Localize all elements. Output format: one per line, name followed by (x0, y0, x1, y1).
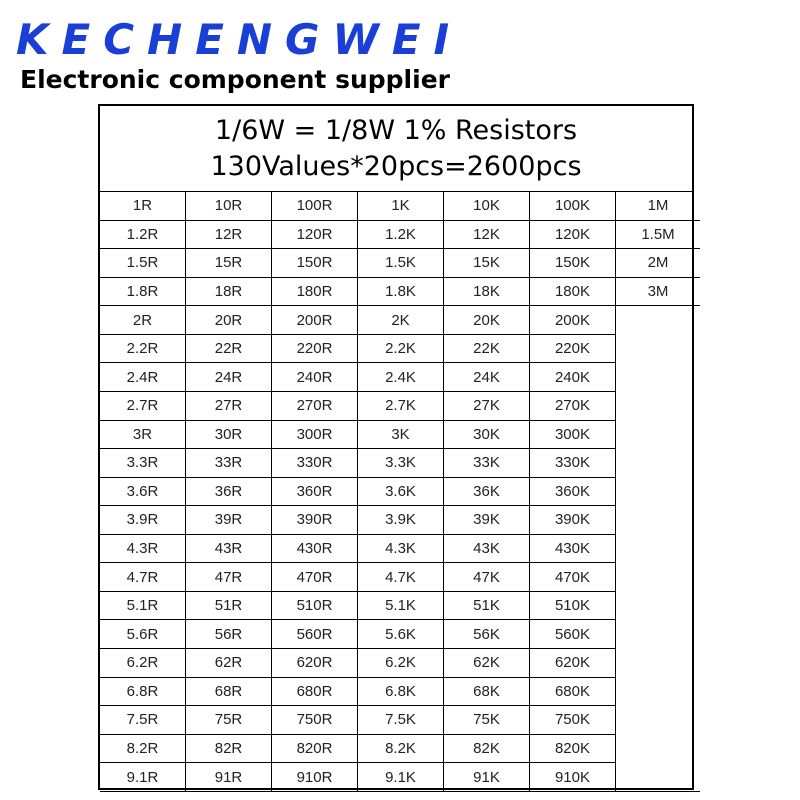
resistor-value-cell (616, 763, 700, 792)
resistor-value-cell: 22K (444, 335, 530, 364)
resistor-value-cell: 10K (444, 192, 530, 221)
resistor-value-cell: 2R (100, 306, 186, 335)
resistor-value-cell: 2.4K (358, 363, 444, 392)
resistor-value-cell: 30R (186, 421, 272, 450)
resistor-value-cell: 1R (100, 192, 186, 221)
brand-tagline: Electronic component supplier (20, 65, 450, 94)
resistor-value-cell: 1.8K (358, 278, 444, 307)
resistor-value-cell: 1.5M (616, 221, 700, 250)
resistor-value-cell: 68R (186, 678, 272, 707)
resistor-value-cell: 820K (530, 735, 616, 764)
resistor-value-cell: 4.7K (358, 563, 444, 592)
resistor-value-cell: 680R (272, 678, 358, 707)
resistor-value-cell: 9.1R (100, 763, 186, 792)
resistor-value-cell (616, 563, 700, 592)
resistor-value-cell: 10R (186, 192, 272, 221)
resistor-value-cell: 220R (272, 335, 358, 364)
resistor-value-cell (616, 706, 700, 735)
sheet-subtitle: 130Values*20pcs=2600pcs (210, 150, 582, 182)
resistor-value-cell: 62K (444, 649, 530, 678)
resistor-value-cell: 24K (444, 363, 530, 392)
resistor-value-cell: 390R (272, 506, 358, 535)
resistor-value-cell: 18K (444, 278, 530, 307)
resistor-value-cell: 15K (444, 249, 530, 278)
resistor-value-cell: 5.1K (358, 592, 444, 621)
resistor-value-cell: 4.3K (358, 535, 444, 564)
resistor-value-cell: 300K (530, 421, 616, 450)
resistor-value-cell: 750K (530, 706, 616, 735)
resistor-value-cell: 33K (444, 449, 530, 478)
resistor-value-cell: 20K (444, 306, 530, 335)
resistor-value-cell: 220K (530, 335, 616, 364)
resistor-value-cell: 270K (530, 392, 616, 421)
resistor-value-cell: 27K (444, 392, 530, 421)
resistor-value-cell: 24R (186, 363, 272, 392)
resistor-value-cell: 180R (272, 278, 358, 307)
resistor-value-grid (100, 192, 692, 792)
resistor-value-cell (616, 306, 700, 335)
resistor-value-cell: 91R (186, 763, 272, 792)
resistor-value-cell (616, 335, 700, 364)
resistor-value-cell: 910K (530, 763, 616, 792)
resistor-value-cell: 910R (272, 763, 358, 792)
resistor-value-cell: 100K (530, 192, 616, 221)
resistor-value-cell: 430R (272, 535, 358, 564)
resistor-value-cell: 30K (444, 421, 530, 450)
resistor-value-cell: 39K (444, 506, 530, 535)
resistor-value-cell: 240K (530, 363, 616, 392)
resistor-value-cell: 470K (530, 563, 616, 592)
resistor-value-cell: 4.7R (100, 563, 186, 592)
resistor-value-cell: 120K (530, 221, 616, 250)
resistor-value-cell: 150K (530, 249, 616, 278)
resistor-value-cell: 1.2K (358, 221, 444, 250)
resistor-value-cell: 82K (444, 735, 530, 764)
resistor-value-cell (616, 735, 700, 764)
resistor-value-cell: 18R (186, 278, 272, 307)
resistor-value-cell: 430K (530, 535, 616, 564)
resistor-value-cell: 2.7K (358, 392, 444, 421)
resistor-value-cell: 510R (272, 592, 358, 621)
resistor-value-cell: 9.1K (358, 763, 444, 792)
resistor-value-cell: 1.5K (358, 249, 444, 278)
resistor-value-cell: 390K (530, 506, 616, 535)
resistor-value-cell (616, 449, 700, 478)
resistor-value-cell: 1M (616, 192, 700, 221)
resistor-value-sheet (98, 104, 694, 790)
resistor-value-cell: 3M (616, 278, 700, 307)
resistor-value-cell: 2.7R (100, 392, 186, 421)
resistor-value-cell: 1.8R (100, 278, 186, 307)
resistor-value-cell: 1K (358, 192, 444, 221)
resistor-value-cell: 36R (186, 478, 272, 507)
resistor-value-cell (616, 678, 700, 707)
resistor-value-cell (616, 592, 700, 621)
resistor-value-cell: 5.6R (100, 620, 186, 649)
resistor-value-cell: 150R (272, 249, 358, 278)
resistor-value-cell: 3.6R (100, 478, 186, 507)
resistor-value-cell (616, 620, 700, 649)
resistor-value-cell: 300R (272, 421, 358, 450)
resistor-value-cell: 680K (530, 678, 616, 707)
resistor-value-cell: 3.9K (358, 506, 444, 535)
resistor-value-cell (616, 421, 700, 450)
resistor-value-cell: 100R (272, 192, 358, 221)
resistor-value-cell: 620K (530, 649, 616, 678)
resistor-value-cell (616, 363, 700, 392)
resistor-value-cell: 360K (530, 478, 616, 507)
resistor-value-cell: 3.9R (100, 506, 186, 535)
resistor-value-cell: 270R (272, 392, 358, 421)
resistor-value-cell: 39R (186, 506, 272, 535)
resistor-value-cell: 2.4R (100, 363, 186, 392)
resistor-value-cell (616, 649, 700, 678)
resistor-value-cell: 91K (444, 763, 530, 792)
resistor-value-cell: 4.3R (100, 535, 186, 564)
resistor-value-cell: 5.1R (100, 592, 186, 621)
resistor-value-cell: 360R (272, 478, 358, 507)
resistor-value-cell: 51R (186, 592, 272, 621)
resistor-value-cell: 3.3K (358, 449, 444, 478)
resistor-value-cell: 620R (272, 649, 358, 678)
resistor-value-cell: 12K (444, 221, 530, 250)
resistor-value-cell: 27R (186, 392, 272, 421)
resistor-value-cell: 43R (186, 535, 272, 564)
resistor-value-cell: 560R (272, 620, 358, 649)
resistor-value-cell: 200K (530, 306, 616, 335)
resistor-value-cell: 15R (186, 249, 272, 278)
resistor-value-cell: 2M (616, 249, 700, 278)
resistor-value-cell: 47K (444, 563, 530, 592)
resistor-value-cell: 180K (530, 278, 616, 307)
brand-name: KECHENGWEI (16, 15, 463, 64)
resistor-value-cell: 12R (186, 221, 272, 250)
resistor-value-cell: 82R (186, 735, 272, 764)
resistor-value-cell: 43K (444, 535, 530, 564)
resistor-value-cell: 36K (444, 478, 530, 507)
resistor-value-cell (616, 478, 700, 507)
resistor-value-cell: 7.5K (358, 706, 444, 735)
resistor-value-cell: 5.6K (358, 620, 444, 649)
resistor-value-cell: 240R (272, 363, 358, 392)
resistor-value-cell: 1.2R (100, 221, 186, 250)
resistor-value-cell: 75R (186, 706, 272, 735)
resistor-value-cell: 75K (444, 706, 530, 735)
resistor-value-cell: 3.6K (358, 478, 444, 507)
resistor-value-cell: 7.5R (100, 706, 186, 735)
resistor-value-cell: 62R (186, 649, 272, 678)
resistor-value-cell: 120R (272, 221, 358, 250)
resistor-value-cell: 68K (444, 678, 530, 707)
resistor-value-cell: 2.2R (100, 335, 186, 364)
sheet-title: 1/6W = 1/8W 1% Resistors (214, 114, 578, 146)
resistor-value-cell (616, 392, 700, 421)
resistor-value-cell (616, 535, 700, 564)
resistor-value-cell: 820R (272, 735, 358, 764)
resistor-value-cell: 2.2K (358, 335, 444, 364)
resistor-value-cell: 3.3R (100, 449, 186, 478)
resistor-value-cell: 56R (186, 620, 272, 649)
resistor-value-cell: 6.8R (100, 678, 186, 707)
resistor-value-cell: 200R (272, 306, 358, 335)
resistor-value-cell: 8.2R (100, 735, 186, 764)
resistor-value-cell: 330K (530, 449, 616, 478)
resistor-value-cell: 51K (444, 592, 530, 621)
resistor-value-cell: 6.2K (358, 649, 444, 678)
resistor-value-cell: 470R (272, 563, 358, 592)
resistor-value-cell: 1.5R (100, 249, 186, 278)
resistor-value-cell: 6.8K (358, 678, 444, 707)
resistor-value-cell (616, 506, 700, 535)
resistor-value-cell: 2K (358, 306, 444, 335)
resistor-value-cell: 22R (186, 335, 272, 364)
resistor-value-cell: 510K (530, 592, 616, 621)
resistor-value-cell: 330R (272, 449, 358, 478)
resistor-value-cell: 33R (186, 449, 272, 478)
resistor-value-cell: 47R (186, 563, 272, 592)
resistor-value-cell: 56K (444, 620, 530, 649)
resistor-value-cell: 8.2K (358, 735, 444, 764)
resistor-value-cell: 3R (100, 421, 186, 450)
resistor-value-cell: 6.2R (100, 649, 186, 678)
resistor-value-cell: 750R (272, 706, 358, 735)
resistor-value-cell: 560K (530, 620, 616, 649)
resistor-value-cell: 20R (186, 306, 272, 335)
sheet-heading (100, 106, 692, 192)
resistor-value-cell: 3K (358, 421, 444, 450)
